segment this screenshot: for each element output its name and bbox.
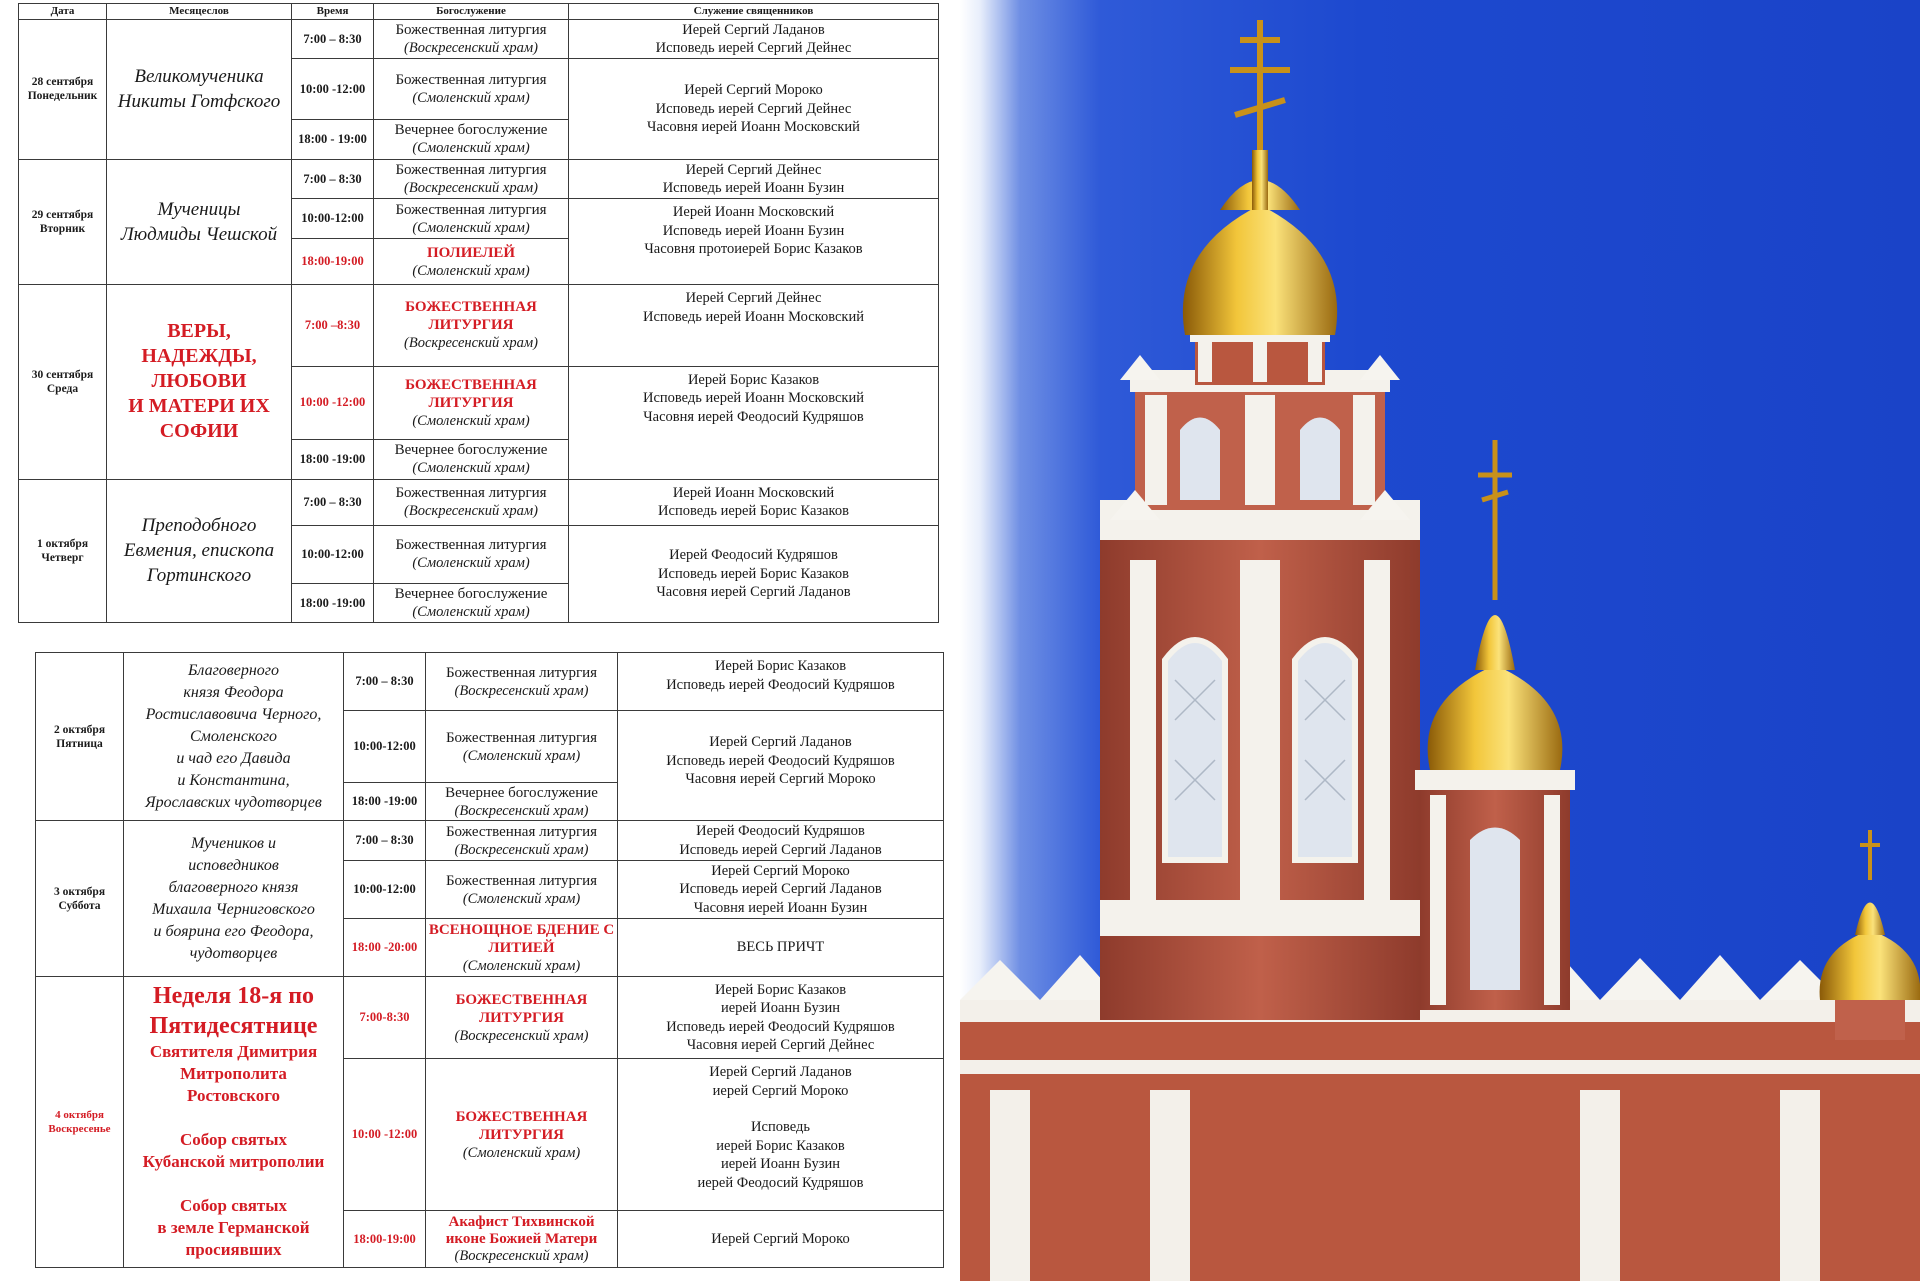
header-clergy: Служение священников: [569, 4, 939, 20]
service-time: 10:00-12:00: [292, 199, 374, 239]
clergy-cell: Иерей Сергий Мороко: [618, 1211, 944, 1268]
church-wall: [960, 1010, 1920, 1281]
service-time: 7:00 – 8:30: [292, 159, 374, 199]
clergy-cell: Иерей Сергий Ладанов Исповедь иерей Феодосий Кудряшов Часовня иерей Сергий Мороко: [618, 711, 944, 821]
date-cell: 29 сентября Вторник: [19, 159, 107, 284]
service-cell: Божественная литургия (Смоленский храм): [374, 525, 569, 584]
service-time: 10:00 -12:00: [292, 59, 374, 120]
service-time: 18:00 -19:00: [292, 439, 374, 479]
saint-cell: Великомученика Никиты Готфского: [107, 19, 292, 159]
golden-dome: [1428, 665, 1563, 770]
service-cell: Божественная литургия (Смоленский храм): [426, 711, 618, 783]
service-cell: ПОЛИЕЛЕЙ (Смоленский храм): [374, 239, 569, 285]
header-service: Богослужение: [374, 4, 569, 20]
service-cell: БОЖЕСТВЕННАЯ ЛИТУРГИЯ (Воскресенский храм): [426, 977, 618, 1059]
table-row: [19, 479, 939, 525]
saint-cell: ВЕРЫ, НАДЕЖДЫ, ЛЮБОВИ И МАТЕРИ ИХ СОФИИ: [107, 285, 292, 479]
service-time: 10:00-12:00: [344, 861, 426, 919]
service-time: 18:00 -20:00: [344, 919, 426, 977]
saint-cell: Мученицы Людмиды Чешской: [107, 159, 292, 284]
service-cell: БОЖЕСТВЕННАЯ ЛИТУРГИЯ (Смоленский храм): [426, 1059, 618, 1211]
service-cell: БОЖЕСТВЕННАЯ ЛИТУРГИЯ (Воскресенский храм): [374, 285, 569, 367]
service-time: 10:00 -12:00: [292, 366, 374, 439]
header-date: Дата: [19, 4, 107, 20]
service-time: 10:00 -12:00: [344, 1059, 426, 1211]
saint-cell: Благоверного князя Феодора Ростиславовича Черного, Смоленского и чад его Давида и Константина, Ярославских чудотворцев: [124, 653, 344, 821]
service-cell: Вечернее богослужение (Воскресенский храм): [426, 783, 618, 821]
service-cell: Божественная литургия (Смоленский храм): [374, 199, 569, 239]
golden-dome: [1183, 205, 1337, 335]
service-time: 7:00 – 8:30: [292, 479, 374, 525]
clergy-cell: Иерей Иоанн Московский Исповедь иерей Борис Казаков: [569, 479, 939, 525]
table-row: [36, 653, 944, 711]
service-cell: ВСЕНОЩНОЕ БДЕНИЕ С ЛИТИЕЙ (Смоленский храм): [426, 919, 618, 977]
clergy-cell: Иерей Сергий Дейнес Исповедь иерей Иоанн Бузин: [569, 159, 939, 199]
service-cell: Божественная литургия (Смоленский храм): [426, 861, 618, 919]
date-cell: 30 сентября Среда: [19, 285, 107, 479]
service-time: 10:00-12:00: [292, 525, 374, 584]
cathedral-illustration: [960, 0, 1920, 1281]
header-saints: Месяцеслов: [107, 4, 292, 20]
service-cell: БОЖЕСТВЕННАЯ ЛИТУРГИЯ (Смоленский храм): [374, 366, 569, 439]
date-cell: 1 октября Четверг: [19, 479, 107, 622]
golden-dome: [1820, 930, 1920, 1000]
service-cell: Акафист Тихвинской иконе Божией Матери (Воскресенский храм): [426, 1211, 618, 1268]
clergy-cell: Иерей Сергий Мороко Исповедь иерей Сергий Дейнес Часовня иерей Иоанн Московский: [569, 59, 939, 159]
saint-cell: Неделя 18-я по Пятидесятнице Святителя Димитрия Митрополита Ростовского Собор святых Кубанской митрополии Собор святых в земле Германской просиявших: [124, 977, 344, 1268]
service-cell: Божественная литургия (Воскресенский храм): [374, 479, 569, 525]
service-time: 18:00 -19:00: [292, 584, 374, 623]
date-cell: 2 октября Пятница: [36, 653, 124, 821]
clergy-cell: Иерей Сергий Ладанов иерей Сергий Мороко Исповедь иерей Борис Казаков иерей Иоанн Бузин иерей Феодосий Кудряшов: [618, 1059, 944, 1211]
service-time: 7:00 – 8:30: [344, 653, 426, 711]
service-time: 18:00-19:00: [344, 1211, 426, 1268]
clergy-cell: Иерей Борис Казаков иерей Иоанн Бузин Исповедь иерей Феодосий Кудряшов Часовня иерей Сергий Дейнес: [618, 977, 944, 1059]
header-time: Время: [292, 4, 374, 20]
clergy-cell: Иерей Сергий Мороко Исповедь иерей Сергий Ладанов Часовня иерей Иоанн Бузин: [618, 861, 944, 919]
table-row: [36, 977, 944, 1059]
table-row: [19, 19, 939, 59]
service-time: 18:00-19:00: [292, 239, 374, 285]
clergy-cell: Иерей Сергий Дейнес Исповедь иерей Иоанн Московский: [569, 285, 939, 367]
table-row: [19, 159, 939, 199]
clergy-cell: Иерей Борис Казаков Исповедь иерей Феодосий Кудряшов: [618, 653, 944, 711]
cathedral-photo: [960, 0, 1920, 1281]
service-cell: Вечернее богослужение (Смоленский храм): [374, 120, 569, 160]
service-cell: Божественная литургия (Воскресенский храм): [374, 159, 569, 199]
service-cell: Божественная литургия (Воскресенский храм): [374, 19, 569, 59]
service-time: 10:00-12:00: [344, 711, 426, 783]
clergy-cell: ВЕСЬ ПРИЧТ: [618, 919, 944, 977]
service-cell: Божественная литургия (Воскресенский храм): [426, 821, 618, 861]
service-time: 7:00 – 8:30: [344, 821, 426, 861]
clergy-cell: Иерей Феодосий Кудряшов Исповедь иерей Сергий Ладанов: [618, 821, 944, 861]
service-time: 18:00 - 19:00: [292, 120, 374, 160]
date-cell: 4 октября Воскресенье: [36, 977, 124, 1268]
clergy-cell: Иерей Сергий Ладанов Исповедь иерей Сергий Дейнес: [569, 19, 939, 59]
clergy-cell: Иерей Борис Казаков Исповедь иерей Иоанн Московский Часовня иерей Феодосий Кудряшов: [569, 366, 939, 479]
table-row: [36, 821, 944, 861]
schedule-table-week1: [18, 3, 939, 623]
service-time: 7:00-8:30: [344, 977, 426, 1059]
service-cell: Божественная литургия (Воскресенский храм): [426, 653, 618, 711]
date-cell: 28 сентября Понедельник: [19, 19, 107, 159]
service-time: 18:00 -19:00: [344, 783, 426, 821]
saint-cell: Преподобного Евмения, епископа Гортинского: [107, 479, 292, 622]
service-time: 7:00 –8:30: [292, 285, 374, 367]
schedule-table-week2: [35, 652, 944, 1268]
service-cell: Вечернее богослужение (Смоленский храм): [374, 584, 569, 623]
table-row: [19, 285, 939, 367]
saint-cell: Мучеников и исповедников благоверного князя Михаила Черниговского и боярина его Феодора, чудотворцев: [124, 821, 344, 977]
service-cell: Вечернее богослужение (Смоленский храм): [374, 439, 569, 479]
service-time: 7:00 – 8:30: [292, 19, 374, 59]
date-cell: 3 октября Суббота: [36, 821, 124, 977]
clergy-cell: Иерей Иоанн Московский Исповедь иерей Иоанн Бузин Часовня протоиерей Борис Казаков: [569, 199, 939, 285]
header-row: [19, 4, 939, 20]
service-cell: Божественная литургия (Смоленский храм): [374, 59, 569, 120]
clergy-cell: Иерей Феодосий Кудряшов Исповедь иерей Борис Казаков Часовня иерей Сергий Ладанов: [569, 525, 939, 622]
